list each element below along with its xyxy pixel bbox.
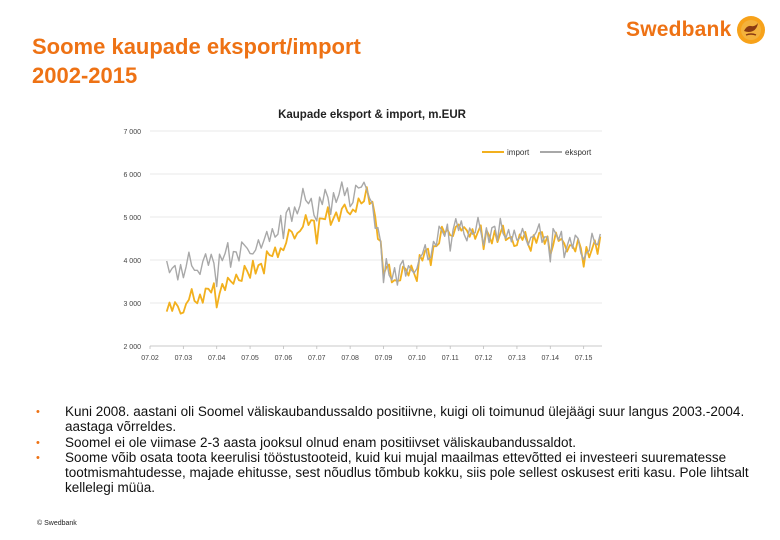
- x-tick-label: 07.05: [241, 355, 259, 362]
- bullet-item: [36, 451, 766, 495]
- y-axis: [123, 129, 141, 351]
- slide-title-line1: Soome kaupade eksport/import: [32, 34, 361, 59]
- bullet-item: [36, 436, 766, 451]
- chart-title: Kaupade eksport & import, m.EUR: [278, 109, 466, 121]
- x-tick-label: 07.13: [508, 355, 526, 362]
- y-tick-label: 4 000: [123, 258, 141, 265]
- legend: [482, 148, 592, 157]
- bullet-dot-icon: •: [36, 406, 40, 418]
- brand-logo-block: [626, 10, 766, 50]
- bullet-text: Soome võib osata toota keerulisi tööstustooteid, kuid kui mujal maailmas ettevõtted ei investeeri suurematesse tootmismahtudesse, majade ehitusse, sest nõudlus tõmbub kokku, siis pole sellest oskusest eriti kasu. Pole lihtsalt kellelegi müüa.: [65, 450, 749, 495]
- bullet-text: Soomel ei ole viimase 2-3 aasta jooksul olnud enam positiivset väliskaubandussaldot.: [65, 434, 577, 450]
- legend-label-eksport: eksport: [565, 148, 592, 157]
- x-tick-label: 07.14: [541, 355, 560, 362]
- y-tick-label: 5 000: [123, 215, 141, 222]
- series-line-import: [167, 187, 601, 314]
- x-tick-label: 07.02: [141, 355, 159, 362]
- x-tick-label: 07.08: [341, 355, 359, 362]
- x-tick-label: 07.07: [308, 355, 326, 362]
- legend-label-import: import: [507, 148, 530, 157]
- y-tick-label: 7 000: [123, 129, 141, 136]
- x-axis: [141, 346, 602, 362]
- bullet-dot-icon: •: [36, 436, 40, 449]
- y-tick-label: 3 000: [123, 301, 141, 308]
- y-tick-label: 6 000: [123, 172, 141, 179]
- x-tick-label: 07.15: [574, 355, 593, 362]
- oak-logo-icon: [736, 15, 766, 45]
- x-tick-label: 07.03: [174, 355, 193, 362]
- footer-copyright: © Swedbank: [37, 520, 77, 527]
- x-tick-label: 07.04: [207, 355, 226, 362]
- x-tick-label: 07.11: [441, 355, 459, 362]
- series: [167, 182, 601, 314]
- x-tick-label: 07.12: [474, 355, 493, 362]
- brand-name: Swedbank: [626, 18, 732, 41]
- x-tick-label: 07.06: [274, 355, 293, 362]
- x-tick-label: 07.10: [408, 355, 426, 362]
- bullet-list: [36, 405, 766, 497]
- bullet-item: [36, 405, 766, 435]
- trade-chart: [100, 96, 625, 371]
- y-tick-label: 2 000: [123, 344, 141, 351]
- bullet-text: Kuni 2008. aastani oli Soomel väliskaubandussaldo positiivne, kuigi oli toimunud ülejäägi suur langus 2003.-2004. aastaga võrreldes.: [65, 404, 745, 434]
- bullet-dot-icon: •: [36, 452, 40, 465]
- slide-title: [32, 32, 472, 90]
- slide-title-line2: 2002-2015: [32, 63, 138, 88]
- x-tick-label: 07.09: [374, 355, 393, 362]
